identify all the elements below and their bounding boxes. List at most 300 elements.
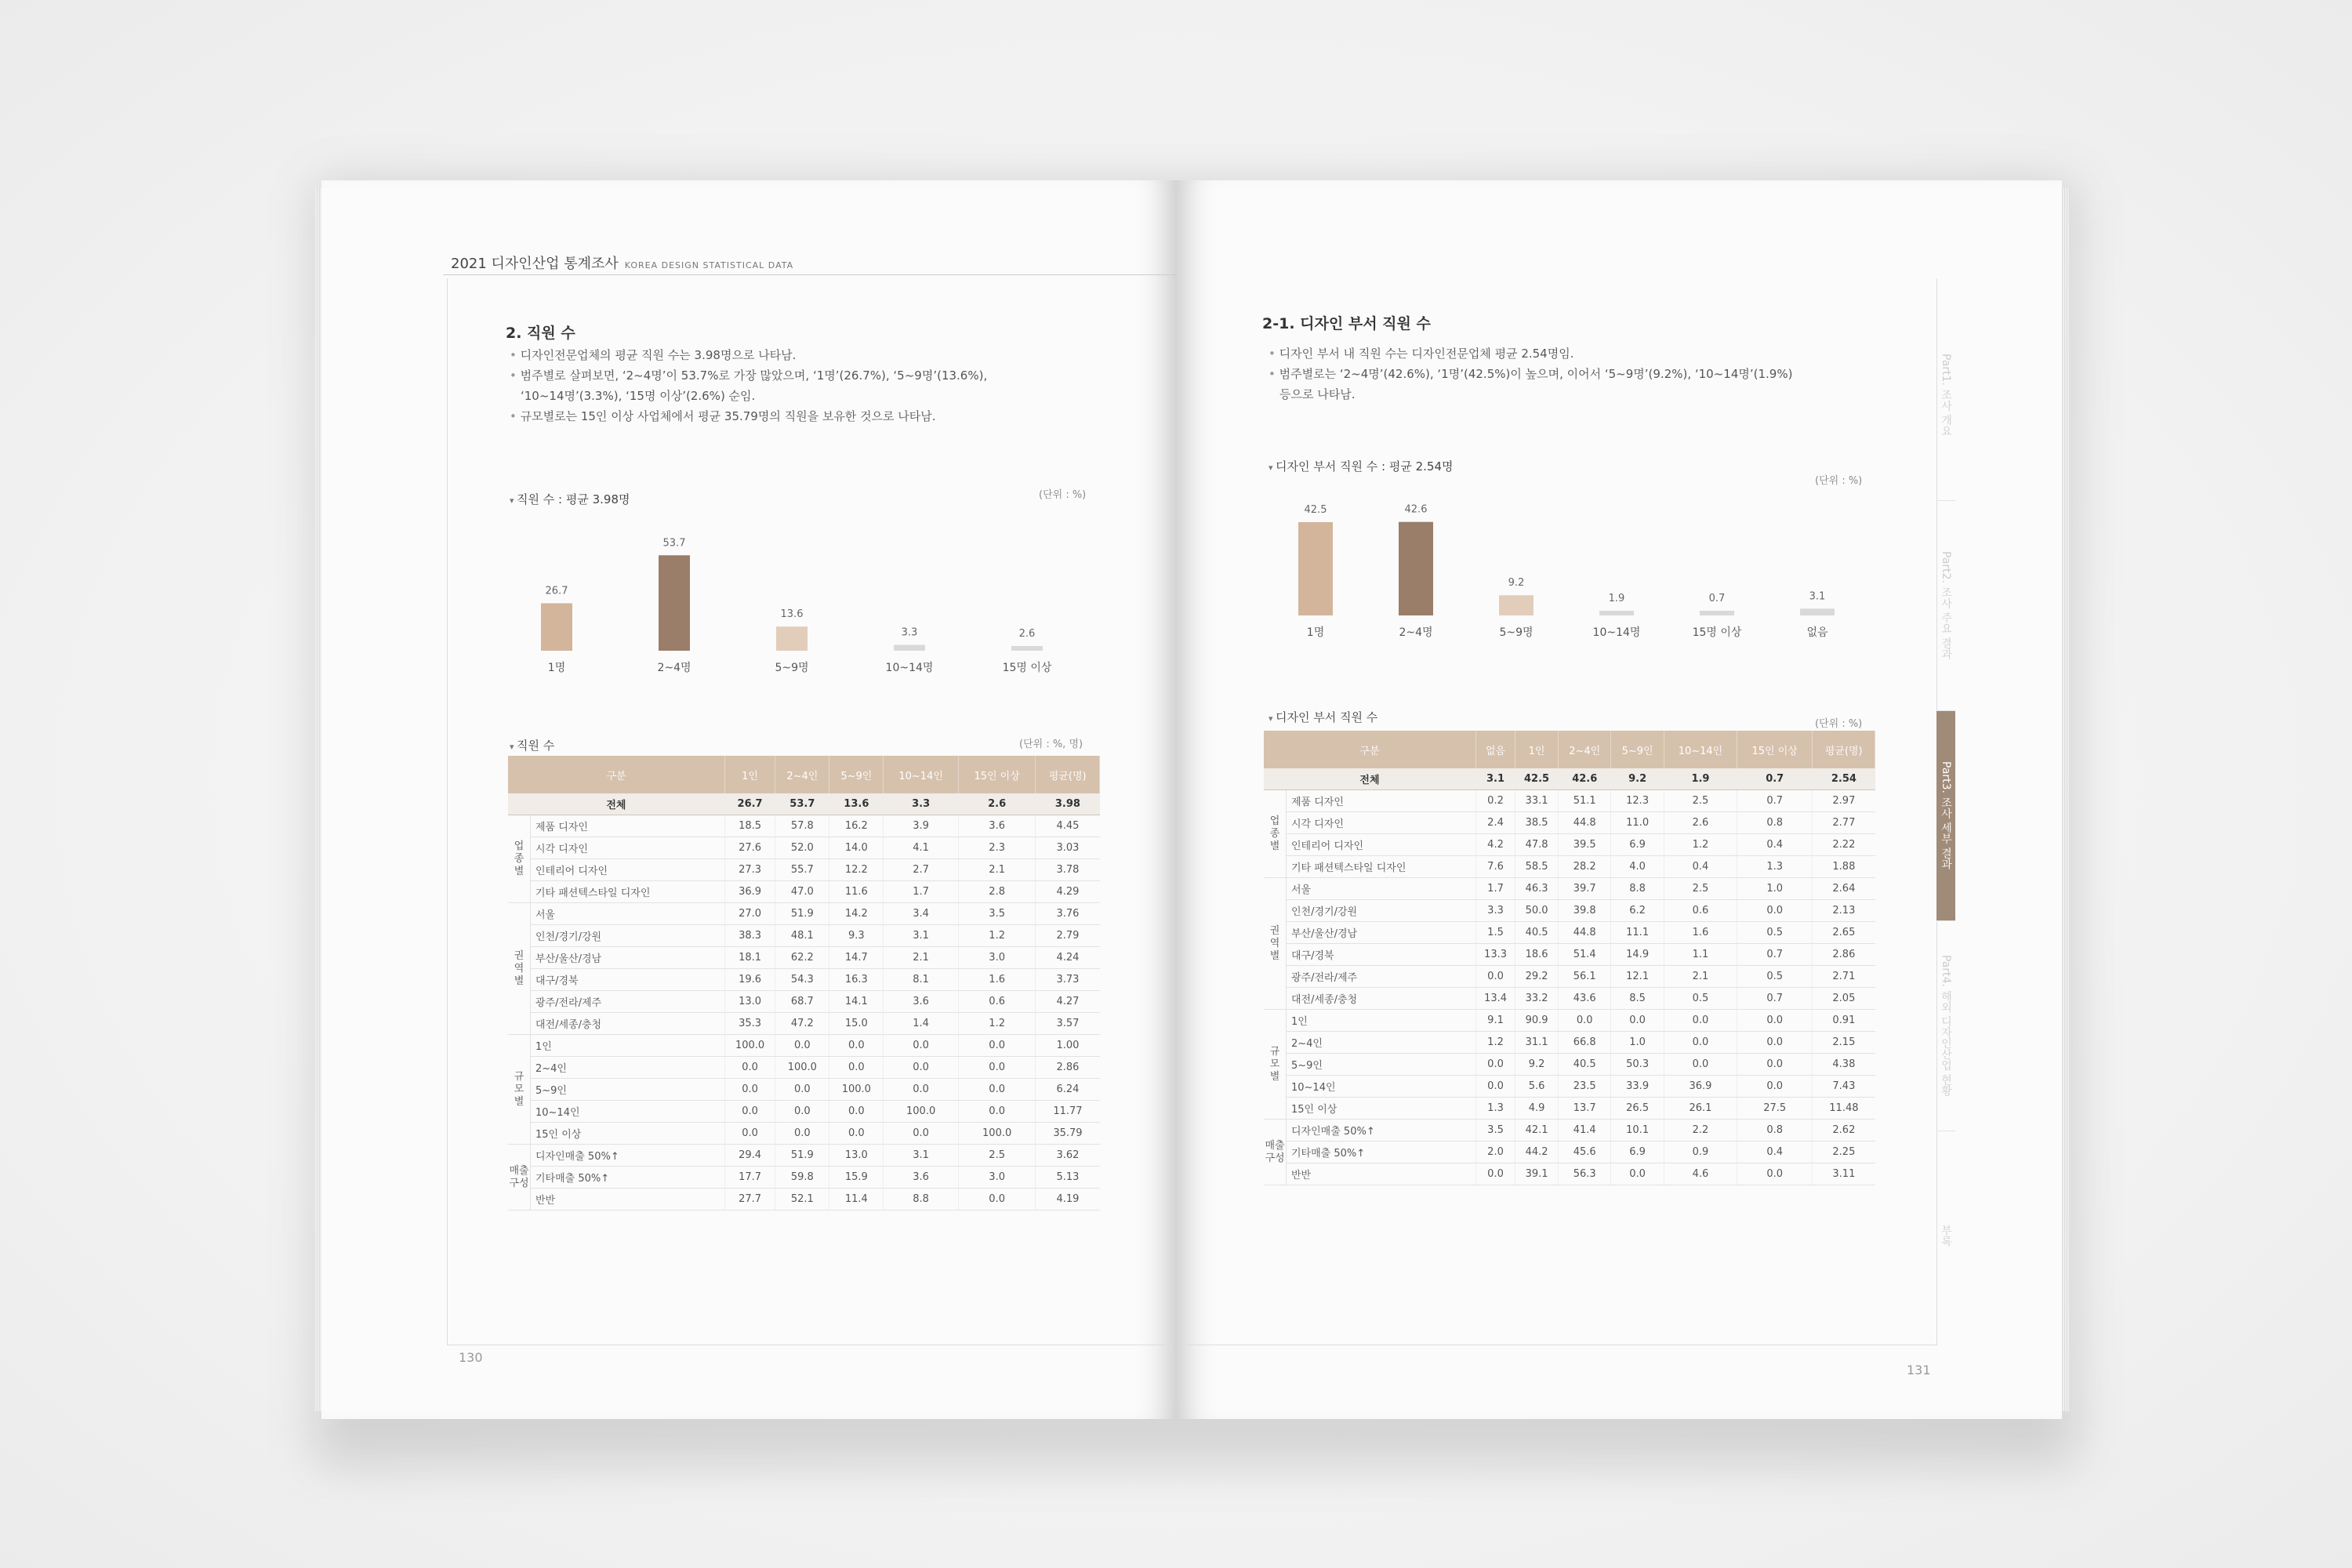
row-label: 광주/전라/제주 <box>1287 966 1476 988</box>
table-cell: 0.5 <box>1664 988 1737 1010</box>
table-cell: 3.03 <box>1036 837 1100 859</box>
table-cell: 1.6 <box>958 969 1035 991</box>
table-cell: 2.79 <box>1036 925 1100 947</box>
table-cell: 2.1 <box>884 947 959 969</box>
table-cell: 100.0 <box>884 1101 959 1123</box>
left-chart-bar-2 <box>659 555 690 651</box>
table-cell: 0.0 <box>1737 1163 1813 1185</box>
table-cell: 0.0 <box>724 1123 775 1145</box>
right-chart-category-label-5: 15명 이상 <box>1692 626 1742 639</box>
table-cell: 2.1 <box>1664 966 1737 988</box>
right-table-unit: (단위 : %) <box>1815 718 1863 730</box>
row-group-label: 규 모 별 <box>1264 1010 1287 1120</box>
table-cell: 2.4 <box>1475 812 1515 834</box>
right-chart-bar-1 <box>1298 522 1333 615</box>
table-cell: 8.5 <box>1611 988 1664 1010</box>
row-label: 인천/경기/강원 <box>531 925 725 947</box>
table-cell: 0.0 <box>1475 966 1515 988</box>
left-chart-bar-5 <box>1011 646 1043 651</box>
left-chart-category-label-2: 2~4명 <box>657 662 691 674</box>
left-page-number: 130 <box>459 1350 483 1365</box>
row-label: 2~4인 <box>1287 1032 1476 1054</box>
table-cell: 52.0 <box>775 837 829 859</box>
right-table-header-cell: 1인 <box>1515 731 1559 768</box>
table-cell: 7.6 <box>1475 856 1515 878</box>
right-table-header-cell: 10~14인 <box>1664 731 1737 768</box>
table-row <box>1264 834 1875 856</box>
table-cell: 6.24 <box>1036 1079 1100 1101</box>
table-cell: 0.0 <box>1611 1010 1664 1032</box>
table-cell: 1.7 <box>1475 878 1515 900</box>
table-cell: 2.71 <box>1813 966 1875 988</box>
table-cell: 13.4 <box>1475 988 1515 1010</box>
right-chart-bar-5 <box>1700 611 1734 615</box>
table-row <box>1264 1076 1875 1098</box>
table-cell: 9.1 <box>1475 1010 1515 1032</box>
table-cell: 1.2 <box>1475 1032 1515 1054</box>
table-cell: 33.1 <box>1515 790 1559 812</box>
row-label: 기타매출 50%↑ <box>1287 1142 1476 1163</box>
table-row <box>508 1145 1100 1167</box>
table-cell: 1.0 <box>1737 878 1813 900</box>
table-cell: 0.0 <box>884 1057 959 1079</box>
row-label: 대구/경북 <box>1287 944 1476 966</box>
table-cell: 1.2 <box>1664 834 1737 856</box>
table-cell: 100.0 <box>775 1057 829 1079</box>
table-cell: 9.2 <box>1515 1054 1559 1076</box>
table-cell: 0.0 <box>1559 1010 1611 1032</box>
table-cell: 27.0 <box>724 903 775 925</box>
table-row <box>508 1079 1100 1101</box>
row-label: 기타 패션텍스타일 디자인 <box>1287 856 1476 878</box>
table-cell: 3.76 <box>1036 903 1100 925</box>
left-chart-value-label-2: 53.7 <box>662 537 686 550</box>
table-cell: 0.0 <box>1611 1163 1664 1185</box>
row-label: 5~9인 <box>1287 1054 1476 1076</box>
table-cell: 2.77 <box>1813 812 1875 834</box>
table-cell: 12.1 <box>1611 966 1664 988</box>
table-cell: 2.6 <box>958 793 1035 815</box>
right-table-header-cell: 2~4인 <box>1559 731 1611 768</box>
table-cell: 14.1 <box>829 991 884 1013</box>
table-cell: 100.0 <box>724 1035 775 1057</box>
table-cell: 3.11 <box>1813 1163 1875 1185</box>
part-tab-3[interactable]: Part3. 조사 세부 결과 <box>1936 710 1955 920</box>
table-cell: 13.0 <box>829 1145 884 1167</box>
table-cell: 15.0 <box>829 1013 884 1035</box>
table-cell: 0.0 <box>1737 900 1813 922</box>
right-chart-category-label-3: 5~9명 <box>1499 626 1534 639</box>
table-cell: 51.9 <box>775 1145 829 1167</box>
table-cell: 58.5 <box>1515 856 1559 878</box>
part-tab-4[interactable]: Part4. 해외 디자인산업 현황 <box>1940 954 1952 1097</box>
row-group-label: 권 역 별 <box>1264 878 1287 1010</box>
row-label: 10~14인 <box>1287 1076 1476 1098</box>
tab-divider <box>1936 710 1955 711</box>
table-cell: 8.8 <box>884 1189 959 1210</box>
row-label: 기타매출 50%↑ <box>531 1167 725 1189</box>
table-cell: 4.29 <box>1036 881 1100 903</box>
table-cell: 50.0 <box>1515 900 1559 922</box>
table-cell: 0.0 <box>958 1189 1035 1210</box>
left-table-header-cell: 15인 이상 <box>958 756 1035 793</box>
table-cell: 0.0 <box>1664 1010 1737 1032</box>
table-cell: 45.6 <box>1559 1142 1611 1163</box>
table-cell: 6.9 <box>1611 834 1664 856</box>
table-cell: 42.6 <box>1559 768 1611 790</box>
table-cell: 0.0 <box>775 1101 829 1123</box>
table-row <box>508 991 1100 1013</box>
right-bullet-1: • 디자인 부서 내 직원 수는 디자인전문업체 평균 2.54명임. <box>1269 343 1792 364</box>
table-cell: 0.0 <box>1475 1054 1515 1076</box>
table-cell: 40.5 <box>1515 922 1559 944</box>
right-chart-value-label-6: 3.1 <box>1809 590 1826 603</box>
table-cell: 51.4 <box>1559 944 1611 966</box>
row-label: 5~9인 <box>531 1079 725 1101</box>
table-cell: 0.5 <box>1737 922 1813 944</box>
table-cell: 2.2 <box>1664 1120 1737 1142</box>
right-table-total-row <box>1264 768 1875 790</box>
row-label: 디자인매출 50%↑ <box>531 1145 725 1167</box>
right-chart-value-label-3: 9.2 <box>1508 577 1525 590</box>
left-table-header-cell: 1인 <box>724 756 775 793</box>
table-cell: 1.3 <box>1475 1098 1515 1120</box>
table-cell: 4.0 <box>1611 856 1664 878</box>
row-label: 인테리어 디자인 <box>1287 834 1476 856</box>
right-chart-value-label-2: 42.6 <box>1404 503 1428 516</box>
part-tab-2[interactable]: Part2. 조사 주요 결과 <box>1940 550 1952 660</box>
row-label: 15인 이상 <box>531 1123 725 1145</box>
table-cell: 4.1 <box>884 837 959 859</box>
table-row <box>1264 1010 1875 1032</box>
right-chart-value-label-4: 1.9 <box>1608 593 1625 604</box>
table-cell: 4.2 <box>1475 834 1515 856</box>
table-row <box>508 1101 1100 1123</box>
table-cell: 1.5 <box>1475 922 1515 944</box>
table-cell: 44.8 <box>1559 922 1611 944</box>
table-cell: 0.7 <box>1737 988 1813 1010</box>
table-cell: 51.9 <box>775 903 829 925</box>
row-label: 디자인매출 50%↑ <box>1287 1120 1476 1142</box>
table-cell: 14.9 <box>1611 944 1664 966</box>
left-bullet-2: • 범주별로 살펴보면, ‘2~4명’이 53.7%로 가장 많았으며, ‘1명’(26.7%), ‘5~9명’(13.6%), <box>510 365 987 386</box>
row-group-label: 업 종 별 <box>1264 790 1287 878</box>
table-cell: 2.05 <box>1813 988 1875 1010</box>
table-cell: 42.1 <box>1515 1120 1559 1142</box>
right-chart-value-label-5: 0.7 <box>1708 593 1726 604</box>
right-chart-bar-4 <box>1599 611 1634 615</box>
table-cell: 3.6 <box>884 1167 959 1189</box>
table-row <box>508 969 1100 991</box>
right-page-number: 131 <box>1907 1363 1931 1377</box>
table-cell: 0.0 <box>724 1057 775 1079</box>
table-cell: 0.0 <box>829 1123 884 1145</box>
row-label: 제품 디자인 <box>531 815 725 837</box>
table-cell: 2.5 <box>958 1145 1035 1167</box>
left-table-unit: (단위 : %, 명) <box>1019 739 1083 750</box>
table-cell: 0.0 <box>829 1101 884 1123</box>
row-label: 인테리어 디자인 <box>531 859 725 881</box>
left-bullet-1: • 디자인전문업체의 평균 직원 수는 3.98명으로 나타남. <box>510 345 987 365</box>
left-table-header-cell: 2~4인 <box>775 756 829 793</box>
row-label: 1인 <box>531 1035 725 1057</box>
table-cell: 0.4 <box>1664 856 1737 878</box>
table-cell: 47.8 <box>1515 834 1559 856</box>
table-cell: 3.0 <box>958 947 1035 969</box>
left-chart-category-label-3: 5~9명 <box>775 662 809 674</box>
table-cell: 90.9 <box>1515 1010 1559 1032</box>
row-group-label: 권 역 별 <box>508 903 531 1035</box>
left-chart-bar-1 <box>541 603 572 651</box>
table-cell: 11.77 <box>1036 1101 1100 1123</box>
table-cell: 2.13 <box>1813 900 1875 922</box>
left-chart-value-label-4: 3.3 <box>901 626 918 639</box>
table-cell: 3.3 <box>1475 900 1515 922</box>
table-cell: 26.1 <box>1664 1098 1737 1120</box>
left-chart-title: ▾ 직원 수 : 평균 3.98명 <box>510 491 630 507</box>
table-cell: 0.0 <box>1737 1010 1813 1032</box>
row-label: 반반 <box>1287 1163 1476 1185</box>
row-label: 10~14인 <box>531 1101 725 1123</box>
table-cell: 39.1 <box>1515 1163 1559 1185</box>
table-cell: 0.6 <box>1664 900 1737 922</box>
row-label: 서울 <box>531 903 725 925</box>
right-data-table <box>1264 731 1875 1185</box>
table-cell: 3.73 <box>1036 969 1100 991</box>
right-chart-category-label-4: 10~14명 <box>1592 626 1641 639</box>
table-cell: 39.8 <box>1559 900 1611 922</box>
table-cell: 10.1 <box>1611 1120 1664 1142</box>
table-cell: 6.2 <box>1611 900 1664 922</box>
table-cell: 3.6 <box>958 815 1035 837</box>
left-chart-category-label-1: 1명 <box>547 662 566 674</box>
table-cell: 3.4 <box>884 903 959 925</box>
table-cell: 11.1 <box>1611 922 1664 944</box>
table-cell: 2.6 <box>1664 812 1737 834</box>
table-cell: 27.6 <box>724 837 775 859</box>
table-cell: 27.7 <box>724 1189 775 1210</box>
table-cell: 16.3 <box>829 969 884 991</box>
table-cell: 1.3 <box>1737 856 1813 878</box>
table-cell: 2.97 <box>1813 790 1875 812</box>
table-cell: 5.6 <box>1515 1076 1559 1098</box>
left-data-table <box>508 756 1100 1210</box>
table-cell: 0.0 <box>958 1057 1035 1079</box>
row-label: 1인 <box>1287 1010 1476 1032</box>
table-cell: 1.2 <box>958 925 1035 947</box>
table-cell: 0.5 <box>1737 966 1813 988</box>
table-cell: 27.3 <box>724 859 775 881</box>
table-cell: 59.8 <box>775 1167 829 1189</box>
right-table-header-cell: 평균(명) <box>1813 731 1875 768</box>
table-cell: 26.7 <box>724 793 775 815</box>
table-cell: 1.6 <box>1664 922 1737 944</box>
row-label: 대전/세종/충청 <box>1287 988 1476 1010</box>
table-cell: 0.2 <box>1475 790 1515 812</box>
table-cell: 0.0 <box>1737 1054 1813 1076</box>
left-bullet-3: • 규모별로는 15인 이상 사업체에서 평균 35.79명의 직원을 보유한 것으로 나타남. <box>510 406 987 426</box>
row-label: 2~4인 <box>531 1057 725 1079</box>
table-cell: 11.0 <box>1611 812 1664 834</box>
right-chart-title: ▾ 디자인 부서 직원 수 : 평균 2.54명 <box>1269 458 1453 474</box>
table-cell: 3.9 <box>884 815 959 837</box>
table-cell: 3.98 <box>1036 793 1100 815</box>
table-cell: 0.8 <box>1737 812 1813 834</box>
table-row <box>508 859 1100 881</box>
table-cell: 11.6 <box>829 881 884 903</box>
table-cell: 35.3 <box>724 1013 775 1035</box>
table-cell: 57.8 <box>775 815 829 837</box>
table-row <box>1264 966 1875 988</box>
left-chart-category-label-5: 15명 이상 <box>1002 662 1052 674</box>
tab-divider <box>1936 500 1955 501</box>
table-cell: 13.7 <box>1559 1098 1611 1120</box>
row-label: 대구/경북 <box>531 969 725 991</box>
row-label: 시각 디자인 <box>531 837 725 859</box>
table-cell: 2.25 <box>1813 1142 1875 1163</box>
row-group-label: 매출 구성 <box>508 1145 531 1210</box>
table-cell: 14.2 <box>829 903 884 925</box>
table-cell: 2.15 <box>1813 1032 1875 1054</box>
right-table-title: ▾ 디자인 부서 직원 수 <box>1269 709 1377 725</box>
right-chart-bar-3 <box>1499 595 1534 615</box>
table-cell: 56.1 <box>1559 966 1611 988</box>
right-chart-value-label-1: 42.5 <box>1304 504 1327 516</box>
table-cell: 14.7 <box>829 947 884 969</box>
left-table-header-cell: 10~14인 <box>884 756 959 793</box>
table-row <box>508 1035 1100 1057</box>
row-label: 반반 <box>531 1189 725 1210</box>
table-row <box>1264 1120 1875 1142</box>
row-label: 시각 디자인 <box>1287 812 1476 834</box>
table-cell: 2.1 <box>958 859 1035 881</box>
table-cell: 62.2 <box>775 947 829 969</box>
left-table-header-cell: 구분 <box>508 756 724 793</box>
table-cell: 2.65 <box>1813 922 1875 944</box>
left-bar-chart <box>510 517 1105 682</box>
table-cell: 0.0 <box>1664 1054 1737 1076</box>
table-cell: 18.1 <box>724 947 775 969</box>
table-row <box>1264 922 1875 944</box>
row-group-label: 매출 구성 <box>1264 1120 1287 1185</box>
table-cell: 3.6 <box>884 991 959 1013</box>
row-label: 전체 <box>1264 768 1475 790</box>
table-cell: 53.7 <box>775 793 829 815</box>
part-tab-5[interactable]: 부록 <box>1940 1225 1952 1247</box>
header-subtitle: KOREA DESIGN STATISTICAL DATA <box>624 260 794 270</box>
row-label: 광주/전라/제주 <box>531 991 725 1013</box>
right-table-header-cell: 5~9인 <box>1611 731 1664 768</box>
left-table-header-cell: 5~9인 <box>829 756 884 793</box>
left-section-title: 2. 직원 수 <box>506 325 575 342</box>
right-table-header-cell: 구분 <box>1264 731 1475 768</box>
right-chart-unit: (단위 : %) <box>1815 475 1863 487</box>
table-cell: 4.27 <box>1036 991 1100 1013</box>
table-cell: 0.91 <box>1813 1010 1875 1032</box>
table-cell: 1.9 <box>1664 768 1737 790</box>
table-cell: 0.0 <box>1737 1032 1813 1054</box>
right-bullet-2: • 범주별로는 ‘2~4명’(42.6%), ‘1명’(42.5%)이 높으며, 이어서 ‘5~9명’(9.2%), ‘10~14명’(1.9%) <box>1269 364 1792 384</box>
table-cell: 0.0 <box>724 1101 775 1123</box>
table-cell: 13.3 <box>1475 944 1515 966</box>
table-cell: 0.4 <box>1737 834 1813 856</box>
table-cell: 18.5 <box>724 815 775 837</box>
table-row <box>508 881 1100 903</box>
table-cell: 52.1 <box>775 1189 829 1210</box>
table-cell: 12.2 <box>829 859 884 881</box>
table-cell: 1.7 <box>884 881 959 903</box>
table-cell: 47.0 <box>775 881 829 903</box>
table-cell: 27.5 <box>1737 1098 1813 1120</box>
header-rule <box>443 274 1176 275</box>
table-cell: 8.1 <box>884 969 959 991</box>
table-cell: 66.8 <box>1559 1032 1611 1054</box>
table-cell: 0.0 <box>884 1123 959 1145</box>
left-table-header-row <box>508 756 1100 793</box>
table-cell: 4.24 <box>1036 947 1100 969</box>
left-chart-bar-3 <box>776 626 808 651</box>
table-cell: 36.9 <box>724 881 775 903</box>
table-cell: 7.43 <box>1813 1076 1875 1098</box>
table-cell: 100.0 <box>958 1123 1035 1145</box>
table-cell: 1.4 <box>884 1013 959 1035</box>
table-row <box>508 1013 1100 1035</box>
table-cell: 29.4 <box>724 1145 775 1167</box>
table-cell: 56.3 <box>1559 1163 1611 1185</box>
table-cell: 0.7 <box>1737 944 1813 966</box>
table-cell: 2.3 <box>958 837 1035 859</box>
part-tab-1[interactable]: Part1. 조사 개요 <box>1940 354 1952 437</box>
table-row <box>1264 900 1875 922</box>
table-cell: 1.88 <box>1813 856 1875 878</box>
table-cell: 2.22 <box>1813 834 1875 856</box>
table-row <box>1264 878 1875 900</box>
table-cell: 15.9 <box>829 1167 884 1189</box>
table-cell: 6.9 <box>1611 1142 1664 1163</box>
table-cell: 0.0 <box>1475 1163 1515 1185</box>
table-cell: 0.0 <box>1737 1076 1813 1098</box>
table-cell: 0.0 <box>829 1057 884 1079</box>
table-cell: 3.1 <box>1475 768 1515 790</box>
table-cell: 0.6 <box>958 991 1035 1013</box>
table-row <box>1264 1054 1875 1076</box>
table-row <box>508 903 1100 925</box>
table-cell: 68.7 <box>775 991 829 1013</box>
row-label: 서울 <box>1287 878 1476 900</box>
row-label: 대전/세종/충청 <box>531 1013 725 1035</box>
table-cell: 41.4 <box>1559 1120 1611 1142</box>
table-row <box>1264 1163 1875 1185</box>
table-cell: 5.13 <box>1036 1167 1100 1189</box>
table-cell: 0.0 <box>884 1035 959 1057</box>
table-cell: 0.0 <box>958 1035 1035 1057</box>
right-chart-category-label-1: 1명 <box>1306 626 1325 639</box>
table-cell: 2.86 <box>1036 1057 1100 1079</box>
table-cell: 55.7 <box>775 859 829 881</box>
table-cell: 29.2 <box>1515 966 1559 988</box>
table-cell: 0.0 <box>958 1101 1035 1123</box>
table-cell: 43.6 <box>1559 988 1611 1010</box>
row-group-label: 업 종 별 <box>508 815 531 903</box>
table-cell: 3.5 <box>958 903 1035 925</box>
left-table-total-row <box>508 793 1100 815</box>
table-cell: 4.6 <box>1664 1163 1737 1185</box>
right-bullets <box>1269 343 1792 405</box>
table-cell: 16.2 <box>829 815 884 837</box>
table-cell: 3.5 <box>1475 1120 1515 1142</box>
right-table-header-cell: 없음 <box>1475 731 1515 768</box>
table-row <box>508 925 1100 947</box>
